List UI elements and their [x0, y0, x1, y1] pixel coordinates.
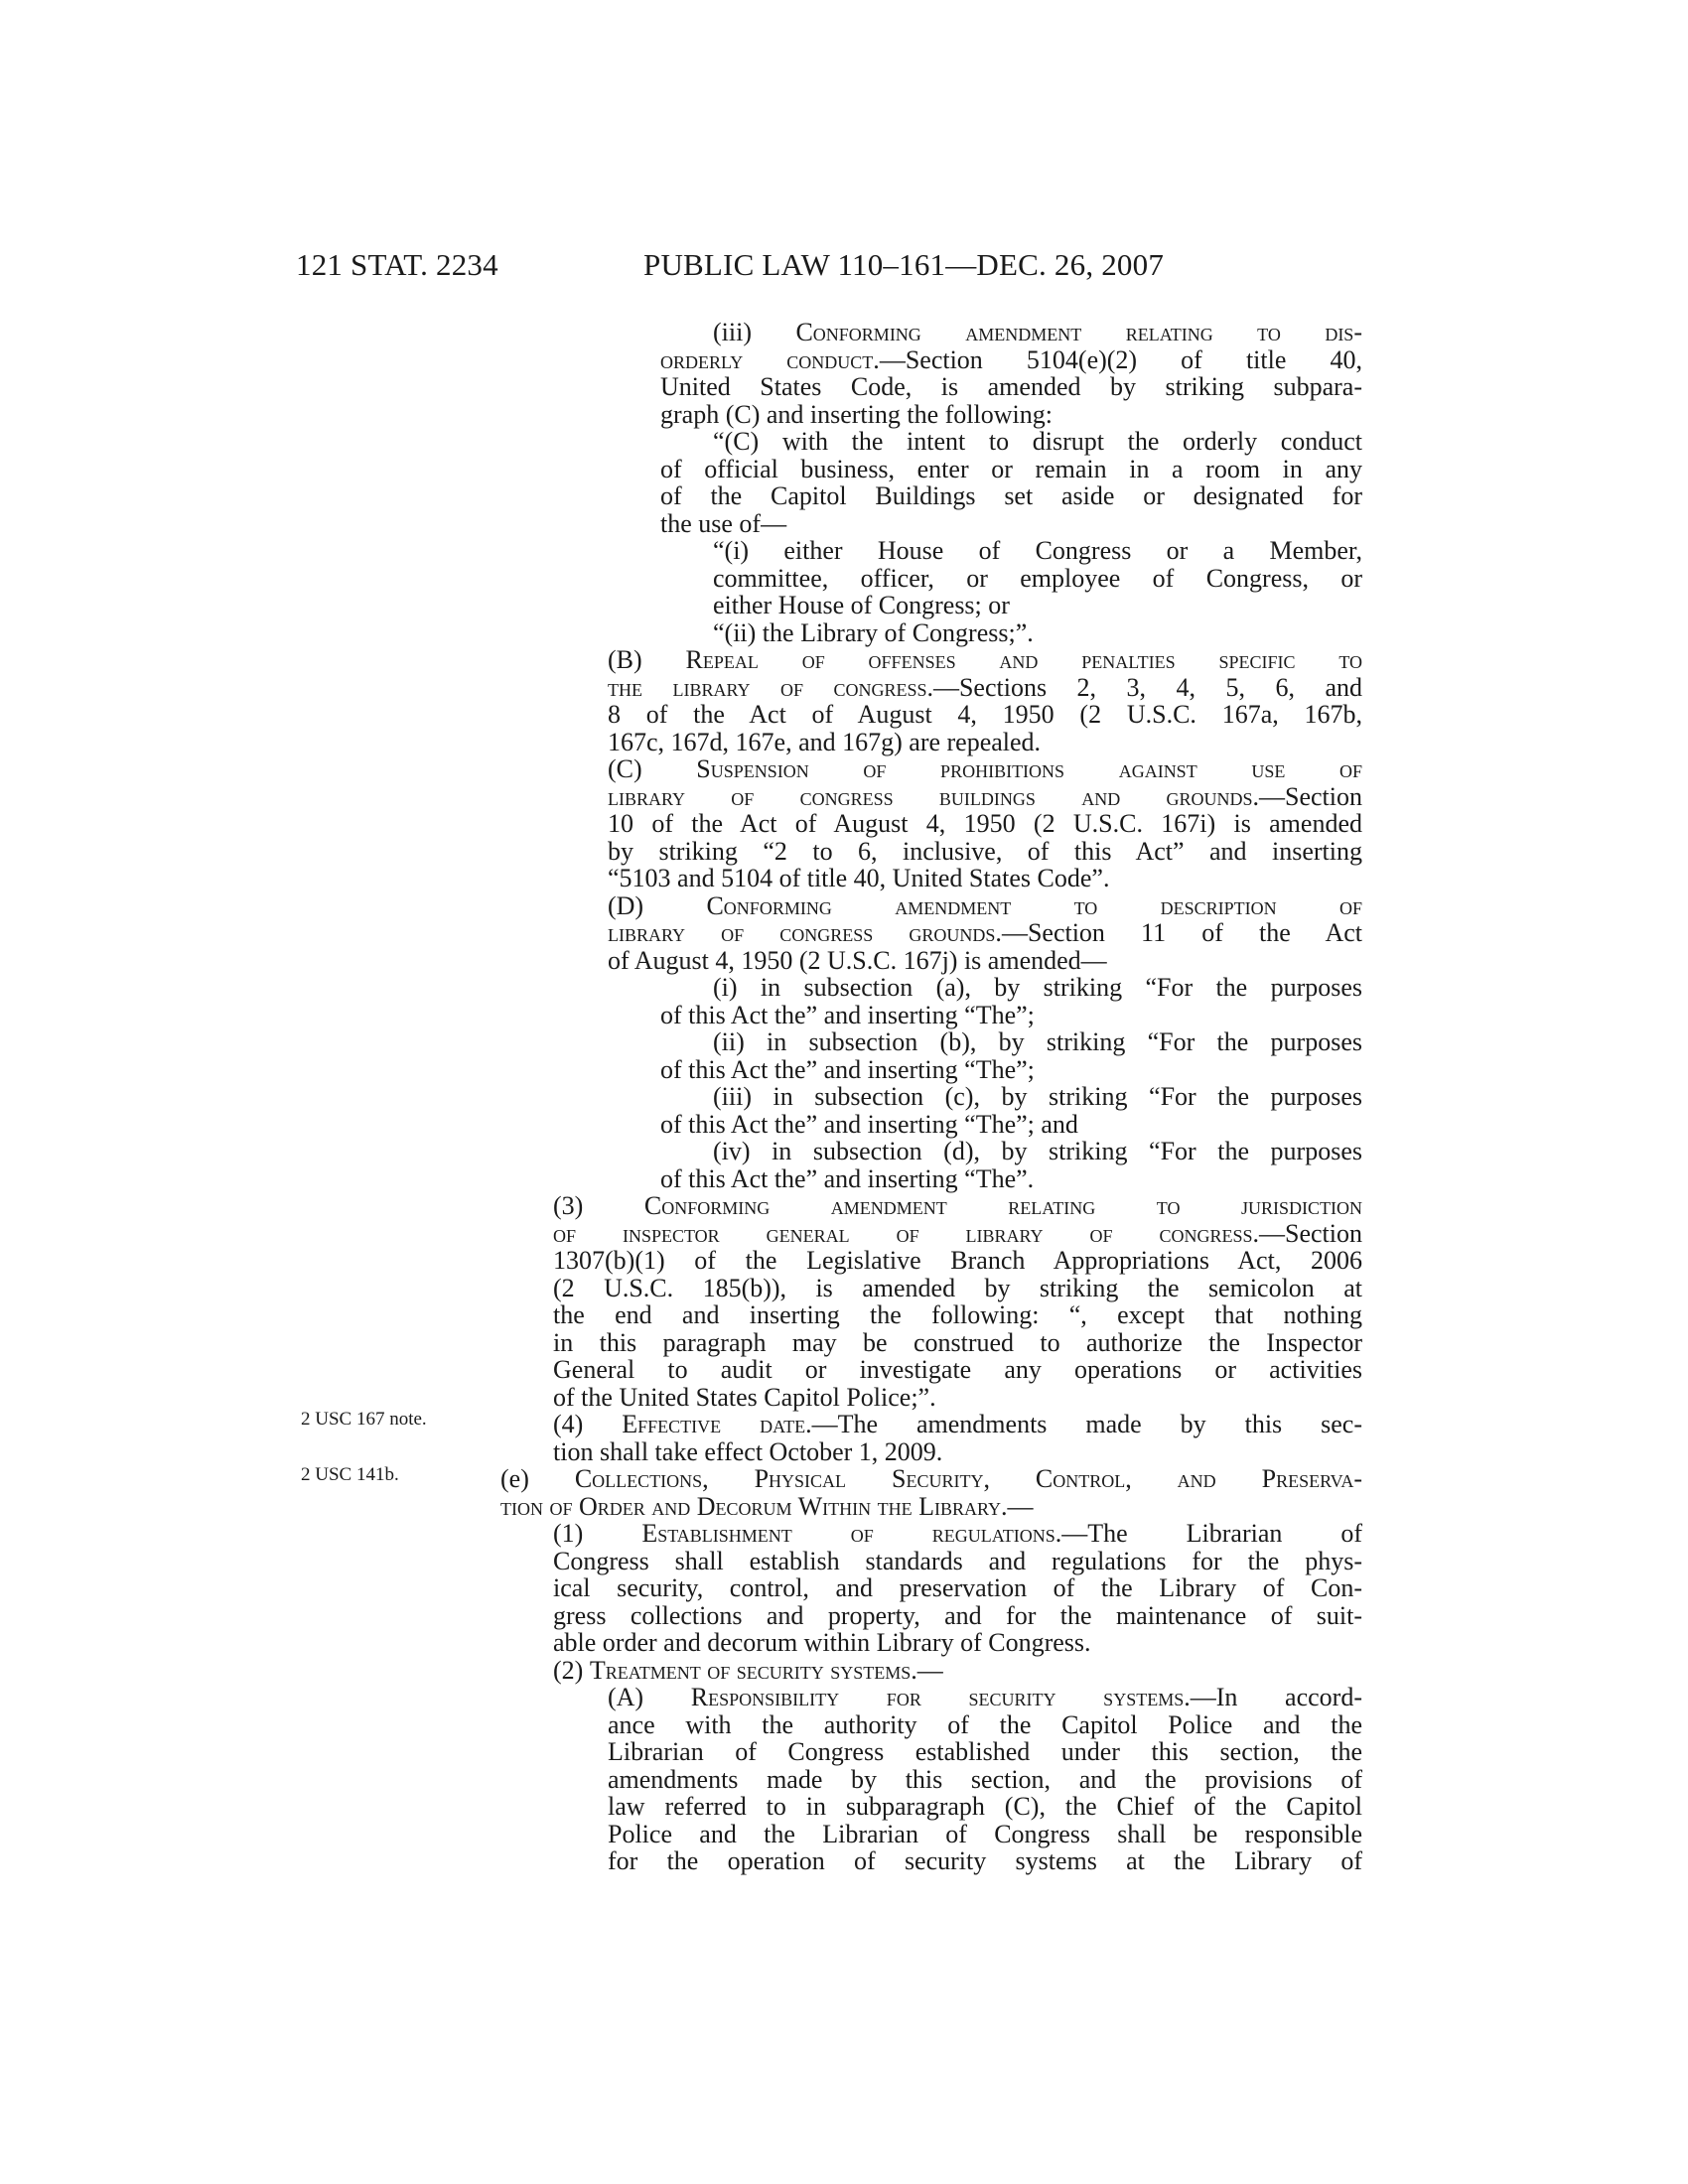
- text-line: [713, 1028, 1362, 1056]
- line-text: of the Capitol Buildings set aside or designated for: [660, 481, 1362, 510]
- line-text: (2 U.S.C. 185(b)), is amended by striking the semicolon at: [553, 1273, 1362, 1302]
- text-line: [608, 947, 1362, 975]
- line-text: for the operation of security systems at the Library of: [608, 1846, 1362, 1875]
- text-line: [660, 482, 1362, 510]
- small-caps-heading: library of congress buildings and grounds.: [608, 781, 1259, 811]
- text-line: [608, 865, 1362, 892]
- line-text: graph (C) and inserting the following:: [660, 399, 1053, 429]
- text-line: [608, 810, 1362, 838]
- text-line: [713, 428, 1362, 456]
- text-line: [660, 1002, 1362, 1029]
- line-text: —Section: [1259, 1218, 1362, 1248]
- text-line: [553, 1301, 1362, 1329]
- line-text: —Section 11 of the Act: [1001, 918, 1362, 947]
- line-text: 167c, 167d, 167e, and 167g) are repealed.: [608, 727, 1042, 756]
- text-line: [608, 729, 1362, 756]
- small-caps-heading: Collections, Physical Security, Control, and Preserva-: [574, 1464, 1362, 1493]
- text-line: [553, 1384, 1362, 1412]
- small-caps-heading: Conforming amendment relating to jurisdiction: [643, 1191, 1362, 1220]
- small-caps-heading: Treatment of security systems.: [589, 1655, 917, 1685]
- line-text: —The Librarian of: [1061, 1519, 1363, 1548]
- text-line: [608, 1711, 1362, 1739]
- text-line: [660, 373, 1362, 401]
- text-line: [500, 1493, 1362, 1521]
- line-text: the end and inserting the following: “, except that nothing: [553, 1300, 1362, 1329]
- line-text: 1307(b)(1) of the Legislative Branch Appropriations Act, 2006: [553, 1246, 1362, 1275]
- text-line: [553, 1192, 1362, 1220]
- text-line: [660, 1056, 1362, 1084]
- text-line: [608, 1738, 1362, 1766]
- small-caps-heading: Effective date.: [622, 1410, 812, 1438]
- line-text: General to audit or investigate any operations or activities: [553, 1355, 1362, 1384]
- line-text: of official business, enter or remain in a room in any: [660, 454, 1362, 483]
- line-text: 10 of the Act of August 4, 1950 (2 U.S.C. 167i) is amended: [608, 809, 1362, 838]
- small-caps-heading: Conforming amendment to description of: [706, 890, 1362, 920]
- text-line: [608, 1793, 1362, 1821]
- text-line: [553, 1657, 1362, 1685]
- line-text: of August 4, 1950 (2 U.S.C. 167j) is amended—: [608, 945, 1107, 975]
- small-caps-heading: of inspector general of library of congress.: [553, 1218, 1259, 1248]
- line-text: —In accord-: [1190, 1683, 1362, 1711]
- line-text: (C): [608, 754, 697, 783]
- line-text: either House of Congress; or: [713, 591, 1010, 619]
- line-text: the use of—: [660, 508, 787, 538]
- text-line: [553, 1438, 1362, 1466]
- text-line: [608, 701, 1362, 729]
- line-text: of this Act the” and inserting “The”;: [660, 1054, 1035, 1084]
- line-text: (e): [500, 1464, 575, 1493]
- line-text: of this Act the” and inserting “The”; and: [660, 1109, 1078, 1139]
- text-line: [713, 565, 1362, 593]
- text-line: [660, 1165, 1362, 1193]
- text-line: [713, 619, 1362, 647]
- text-line: [660, 346, 1362, 374]
- line-text: able order and decorum within Library of Congress.: [553, 1628, 1091, 1657]
- line-text: (B): [608, 645, 686, 674]
- line-text: amendments made by this section, and the provisions of: [608, 1764, 1362, 1794]
- page-header-title: PUBLIC LAW 110–161—DEC. 26, 2007: [643, 247, 1165, 282]
- small-caps-heading: Establishment of regulations.: [641, 1519, 1062, 1548]
- line-text: Police and the Librarian of Congress shall be responsible: [608, 1819, 1362, 1848]
- text-line: [553, 1220, 1362, 1248]
- text-line: [553, 1520, 1362, 1548]
- text-line: [713, 1138, 1362, 1165]
- line-text: committee, officer, or employee of Congress, or: [713, 563, 1362, 593]
- text-line: [713, 319, 1362, 346]
- line-text: “5103 and 5104 of title 40, United States Code”.: [608, 864, 1110, 892]
- line-text: of this Act the” and inserting “The”;: [660, 1000, 1035, 1029]
- line-text: ance with the authority of the Capitol Police and the: [608, 1709, 1362, 1739]
- text-line: [553, 1602, 1362, 1630]
- text-line: [608, 755, 1362, 783]
- line-text: “(ii) the Library of Congress;”.: [713, 617, 1034, 647]
- text-line: [608, 1766, 1362, 1794]
- text-line: [713, 974, 1362, 1002]
- small-caps-heading: Suspension of prohibitions against use of: [696, 754, 1362, 783]
- text-line: [608, 892, 1362, 920]
- line-text: (D): [608, 890, 707, 920]
- line-text: (iv) in subsection (d), by striking “For the purposes: [713, 1137, 1362, 1165]
- line-text: Congress shall establish standards and regulations for the phys-: [553, 1546, 1362, 1575]
- text-line: [713, 537, 1362, 565]
- line-text: —: [1007, 1491, 1034, 1521]
- small-caps-heading: orderly conduct.: [660, 344, 880, 374]
- line-text: (iii) in subsection (c), by striking “For the purposes: [713, 1082, 1362, 1111]
- small-caps-heading: tion of Order and Decorum Within the Library.: [500, 1491, 1008, 1521]
- line-text: —The amendments made by this sec-: [811, 1410, 1362, 1438]
- small-caps-heading: Conforming amendment relating to dis-: [795, 318, 1362, 346]
- line-text: tion shall take effect October 1, 2009.: [553, 1436, 943, 1466]
- text-line: [608, 919, 1362, 947]
- text-line: [553, 1247, 1362, 1275]
- text-line: [553, 1629, 1362, 1657]
- line-text: (2): [553, 1655, 590, 1685]
- text-line: [608, 838, 1362, 866]
- line-text: —Sections 2, 3, 4, 5, 6, and: [932, 672, 1362, 702]
- line-text: United States Code, is amended by striking subpara-: [660, 372, 1362, 401]
- line-text: —Section 5104(e)(2) of title 40,: [879, 344, 1362, 374]
- line-text: —: [916, 1655, 943, 1685]
- line-text: “(i) either House of Congress or a Member,: [713, 536, 1362, 565]
- line-text: “(C) with the intent to disrupt the orderly conduct: [713, 427, 1362, 456]
- line-text: (i) in subsection (a), by striking “For the purposes: [713, 973, 1362, 1002]
- line-text: ical security, control, and preservation of the Library of Con-: [553, 1573, 1362, 1602]
- line-text: (4): [553, 1410, 623, 1438]
- text-line: [608, 1821, 1362, 1848]
- small-caps-heading: Repeal of offenses and penalties specific to: [685, 645, 1362, 674]
- line-text: of the United States Capitol Police;”.: [553, 1382, 936, 1412]
- text-line: [553, 1411, 1362, 1438]
- line-text: (1): [553, 1519, 642, 1548]
- line-text: 8 of the Act of August 4, 1950 (2 U.S.C. 167a, 167b,: [608, 700, 1362, 729]
- line-text: —Section: [1259, 781, 1362, 811]
- page-reference: 121 STAT. 2234: [296, 247, 498, 282]
- small-caps-heading: library of congress grounds.: [608, 918, 1002, 947]
- line-text: in this paragraph may be construed to authorize the Inspector: [553, 1327, 1362, 1357]
- text-line: [608, 1684, 1362, 1711]
- line-text: (A): [608, 1683, 691, 1711]
- text-line: [553, 1329, 1362, 1357]
- line-text: law referred to in subparagraph (C), the Chief of the Capitol: [608, 1792, 1362, 1821]
- line-text: (3): [553, 1191, 644, 1220]
- margin-note: 2 USC 141b.: [301, 1464, 399, 1485]
- text-line: [660, 401, 1362, 429]
- line-text: of this Act the” and inserting “The”.: [660, 1163, 1035, 1193]
- line-text: (iii): [713, 318, 796, 346]
- line-text: (ii) in subsection (b), by striking “For the purposes: [713, 1027, 1362, 1056]
- text-line: [608, 674, 1362, 702]
- margin-note: 2 USC 167 note.: [301, 1409, 427, 1430]
- small-caps-heading: Responsibility for security systems.: [690, 1683, 1191, 1711]
- text-line: [553, 1574, 1362, 1602]
- text-line: [553, 1548, 1362, 1575]
- text-line: [660, 1111, 1362, 1139]
- text-line: [608, 1847, 1362, 1875]
- text-line: [608, 783, 1362, 811]
- text-line: [500, 1465, 1362, 1493]
- text-line: [608, 646, 1362, 674]
- line-text: gress collections and property, and for the maintenance of suit-: [553, 1600, 1362, 1630]
- text-line: [660, 510, 1362, 538]
- text-line: [553, 1356, 1362, 1384]
- text-line: [713, 592, 1362, 619]
- text-line: [553, 1275, 1362, 1302]
- line-text: Librarian of Congress established under this section, the: [608, 1737, 1362, 1766]
- small-caps-heading: the library of congress.: [608, 672, 933, 702]
- text-line: [660, 456, 1362, 483]
- text-line: [713, 1083, 1362, 1111]
- line-text: by striking “2 to 6, inclusive, of this Act” and inserting: [608, 836, 1362, 866]
